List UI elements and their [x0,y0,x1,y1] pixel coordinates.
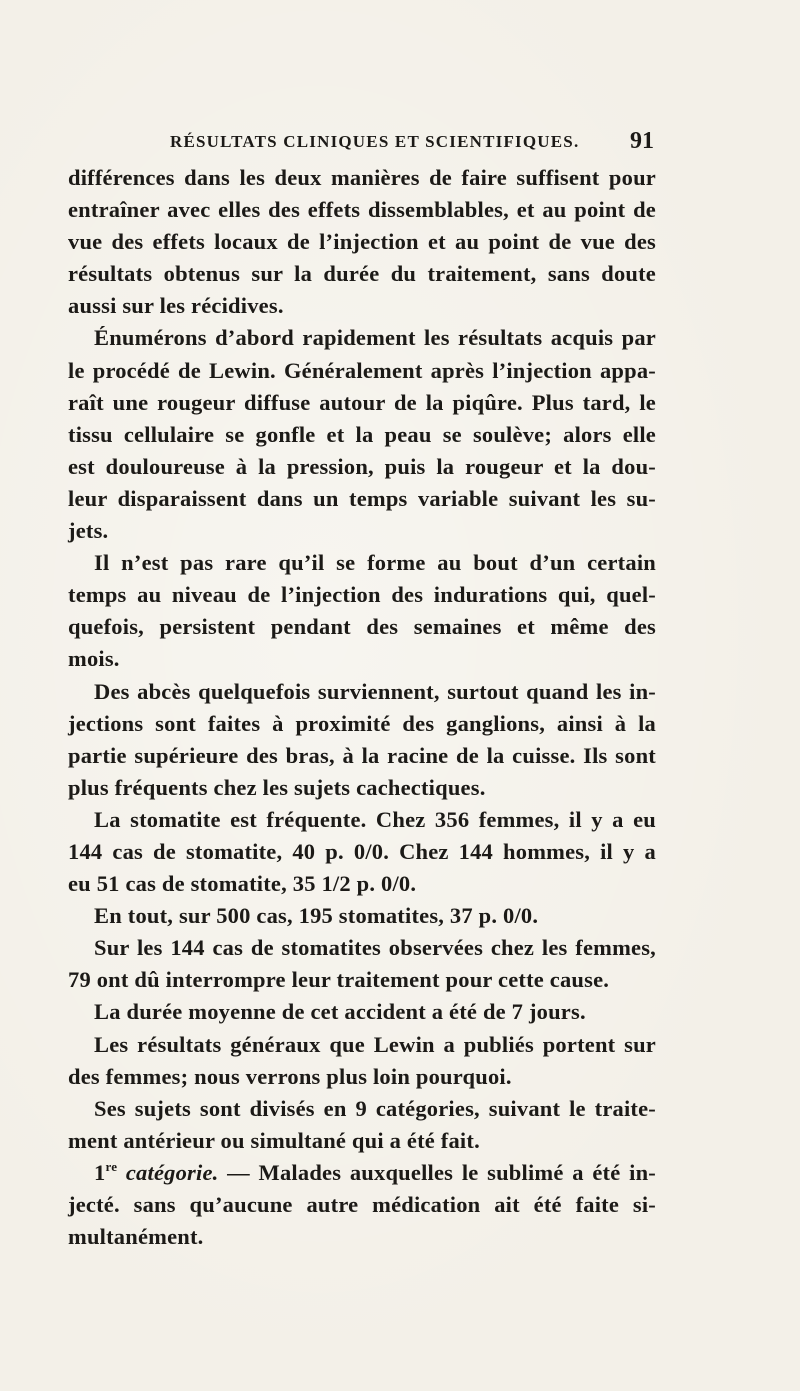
text-line: temps au niveau de l’injection des indurations qui, quel- [68,582,656,608]
text-line: aussi sur les récidives. [68,293,284,319]
text-line: Sur les 144 cas de stomatites observées chez les femmes, [94,935,656,961]
category-line [68,1157,656,1189]
text-line: ment antérieur ou simultané qui a été fait. [68,1127,480,1153]
text-line: 144 cas de stomatite, 40 p. 0/0. Chez 144 hommes, il y a [68,838,656,864]
text-line: le procédé de Lewin. Généralement après l’injection appa- [68,357,656,383]
text-line: Ses sujets sont divisés en 9 catégories, suivant le traite- [94,1095,656,1121]
category-label: catégorie. [125,1159,219,1185]
text-line: jets. [68,518,109,544]
text-line: des femmes; nous verrons plus loin pourquoi. [68,1063,512,1089]
text-line: entraîner avec elles des effets dissemblables, et au point de [68,197,656,223]
text-line: Il n’est pas rare qu’il se forme au bout d’un certain [94,550,656,576]
text-line: différences dans les deux manières de faire suffisent pour [68,165,656,190]
text-line: 79 ont dû interrompre leur traitement pour cette cause. [68,967,610,993]
text-line: raît une rougeur diffuse autour de la piqûre. Plus tard, le [68,389,656,415]
text-line: jections sont faites à proximité des ganglions, ainsi à la [68,710,656,736]
text-line: vue des effets locaux de l’injection et au point de vue des [68,229,656,255]
text-line: partie supérieure des bras, à la racine de la cuisse. Ils sont [68,742,656,768]
text-line: eu 51 cas de stomatite, 35 1/2 p. 0/0. [68,871,417,897]
text-line: La stomatite est fréquente. Chez 356 femmes, il y a eu [94,806,656,832]
category-superscript: re [105,1158,118,1174]
text-line: leur disparaissent dans un temps variable suivant les su- [68,485,656,511]
text-line: mois. [68,646,120,672]
text-line: Des abcès quelquefois surviennent, surtout quand les in- [94,678,656,704]
page-number: 91 [630,128,654,154]
text-line: plus fréquents chez les sujets cachectiques. [68,774,486,800]
text-line: Les résultats généraux que Lewin a publiés portent sur [94,1031,656,1057]
text-line: La durée moyenne de cet accident a été de 7 jours. [94,999,586,1025]
body-text [68,162,656,1253]
category-rest: — Malades auxquelles le sublimé a été in- [218,1159,656,1185]
text-line: est douloureuse à la pression, puis la rougeur et la dou- [68,453,656,479]
text-line: tissu cellulaire se gonfle et la peau se soulève; alors elle [68,421,656,447]
text-line: résultats obtenus sur la durée du traitement, sans doute [68,261,656,287]
text-line: multanément. [68,1224,204,1250]
text-line: quefois, persistent pendant des semaines et même des [68,614,656,640]
text-line: jecté. sans qu’aucune autre médication ait été faite si- [68,1192,656,1217]
running-head: RÉSULTATS CLINIQUES ET SCIENTIFIQUES. [170,132,580,151]
category-number: 1 [94,1159,106,1185]
text-line: Énumérons d’abord rapidement les résultats acquis par [94,325,656,351]
page-header [70,128,656,158]
text-line: En tout, sur 500 cas, 195 stomatites, 37 p. 0/0. [94,903,539,929]
